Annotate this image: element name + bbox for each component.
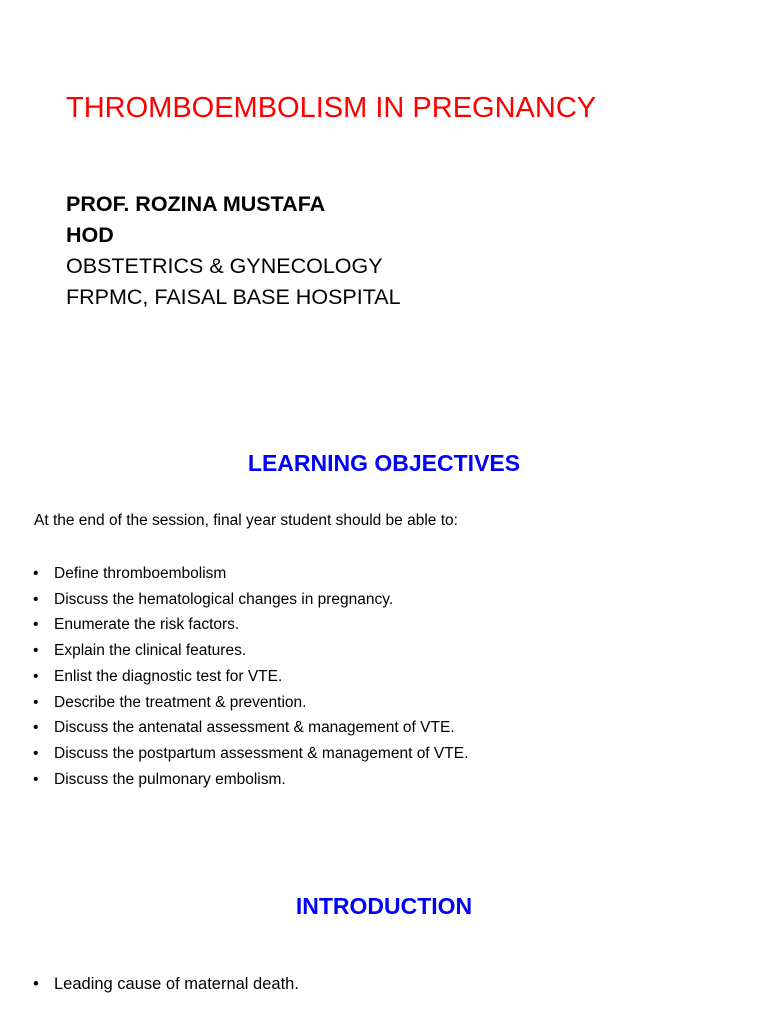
list-item-text: Leading cause of maternal death. xyxy=(54,975,299,993)
list-item-text: Discuss the pulmonary embolism. xyxy=(54,770,286,788)
list-item-text: Enlist the diagnostic test for VTE. xyxy=(54,667,283,685)
bullet-icon: • xyxy=(33,770,39,788)
list-item xyxy=(0,767,468,793)
bullet-icon: • xyxy=(33,744,39,762)
author-name: PROF. ROZINA MUSTAFA xyxy=(66,192,326,216)
list-item xyxy=(0,972,299,997)
list-item-text: Discuss the postpartum assessment & management of VTE. xyxy=(54,744,469,762)
list-item xyxy=(0,561,468,587)
list-item xyxy=(0,690,468,716)
bullet-icon: • xyxy=(33,667,39,685)
objectives-intro-text: At the end of the session, final year student should be able to: xyxy=(34,512,458,529)
introduction-heading: INTRODUCTION xyxy=(295,893,473,919)
author-institution: FRPMC, FAISAL BASE HOSPITAL xyxy=(66,285,401,309)
bullet-icon: • xyxy=(33,719,39,737)
list-item xyxy=(0,612,468,638)
list-item-text: Discuss the hematological changes in pregnancy. xyxy=(54,590,394,608)
bullet-icon: • xyxy=(33,975,39,993)
objectives-list xyxy=(0,561,468,792)
bullet-icon: • xyxy=(33,616,39,634)
bullet-icon: • xyxy=(33,693,39,711)
learning-objectives-heading: LEARNING OBJECTIVES xyxy=(247,450,521,476)
list-item xyxy=(0,664,468,690)
bullet-icon: • xyxy=(33,590,39,608)
document-title: THROMBOEMBOLISM IN PREGNANCY xyxy=(66,92,597,124)
list-item-text: Explain the clinical features. xyxy=(54,642,247,660)
list-item xyxy=(0,715,468,741)
list-item-text: Enumerate the risk factors. xyxy=(54,616,240,634)
list-item-text: Describe the treatment & prevention. xyxy=(54,693,307,711)
author-role: HOD xyxy=(66,223,114,247)
list-item xyxy=(0,638,468,664)
list-item xyxy=(0,587,468,613)
bullet-icon: • xyxy=(33,642,39,660)
author-block xyxy=(66,189,401,313)
list-item-text: Define thromboembolism xyxy=(54,565,227,582)
bullet-icon: • xyxy=(33,565,39,582)
list-item xyxy=(0,741,468,767)
author-department: OBSTETRICS & GYNECOLOGY xyxy=(66,254,383,278)
list-item-text: Discuss the antenatal assessment & management of VTE. xyxy=(54,719,455,737)
introduction-list xyxy=(0,972,299,997)
